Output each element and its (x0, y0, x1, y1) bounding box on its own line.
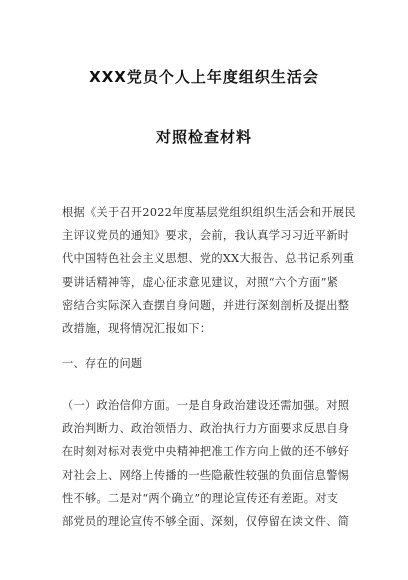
section-line: 性不够。二是对“两个确立”的理论宣传还有差距。对支 (62, 491, 339, 505)
intro-line: 主评议党员的通知》要求，会前，我认真学习习近平新时 (62, 229, 350, 243)
document-title-line-2: 对照检查材料 (155, 128, 252, 146)
section-line: 部党员的理论宣传不够全面、深刻，仅停留在读文件、简 (62, 514, 350, 528)
section-heading: 一、存在的问题 (62, 357, 143, 370)
intro-line: 密结合实际深入查摆自身问题，并进行深刻剖析及提出整 (62, 298, 350, 312)
document-title-line-1: XXX党员个人上年度组织生活会 (89, 68, 319, 86)
intro-line: 改措施，现将情况汇报如下： (62, 321, 212, 335)
intro-paragraph (62, 201, 356, 340)
intro-line: 要讲话精神等，虚心征求意见建议，对照“六个方面”紧 (62, 275, 339, 289)
section-line: 政治判断力、政治领悟力、政治执行力方面要求反思自身 (62, 422, 350, 436)
section-paragraph (62, 394, 350, 533)
section-line: 对社会上、网络上传播的一些隐蔽性较强的负面信息警惕 (62, 468, 350, 482)
intro-line: 根据《关于召开2022年度基层党组织组织生活会和开展民 (62, 206, 356, 219)
section-line: （一）政治信仰方面。一是自身政治建设还需加强。对照 (62, 399, 350, 412)
intro-line: 代中国特色社会主义思想、党的XX大报告、总书记系列重 (62, 252, 355, 266)
section-line: 在时刻对标对表党中央精神把准工作方向上做的还不够好 (62, 445, 350, 459)
